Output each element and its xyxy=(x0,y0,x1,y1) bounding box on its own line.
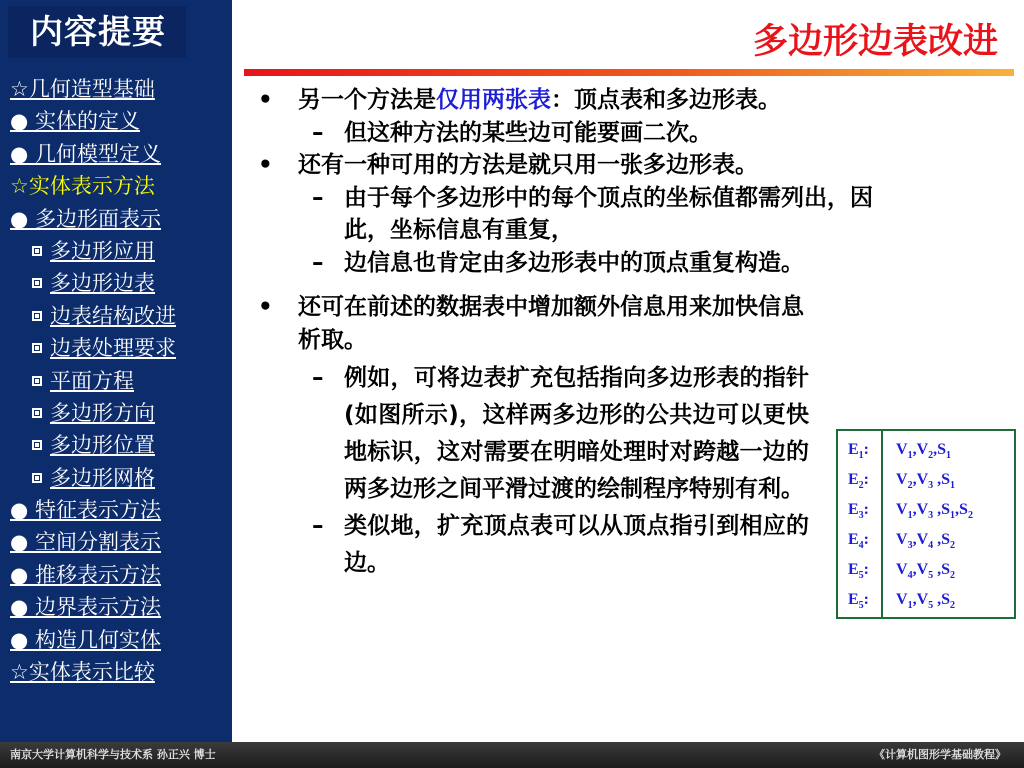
sidebar-item-label: 多边形应用 xyxy=(50,238,155,263)
edge-name: $E_2$: xyxy=(848,471,869,492)
edge-vertices: $V_4,V_5$ $,S_2$ xyxy=(896,561,956,582)
edge-table-row xyxy=(838,585,1014,615)
edge-name: $E_5$: xyxy=(848,591,869,612)
edge-table-row xyxy=(838,495,1014,525)
sidebar-item-label: 多边形网格 xyxy=(50,465,155,490)
edge-vertices: $V_3,V_4$ $,S_2$ xyxy=(896,531,956,552)
edge-table-row xyxy=(838,435,1014,465)
sidebar-item-label: ● 构造几何实体 xyxy=(10,627,161,652)
square-bullet-icon xyxy=(32,408,42,418)
sidebar-item[interactable] xyxy=(0,73,232,105)
sidebar-item-label: 边表结构改进 xyxy=(50,303,176,328)
edge-vertices: $V_1,V_5$ $,S_2$ xyxy=(896,591,956,612)
square-bullet-icon xyxy=(32,473,42,483)
sidebar-item[interactable] xyxy=(0,203,232,235)
sidebar-nav xyxy=(0,73,232,688)
sidebar-item[interactable] xyxy=(0,332,232,364)
sidebar-item[interactable] xyxy=(0,656,232,688)
edge-table-row xyxy=(838,465,1014,495)
sidebar-item[interactable] xyxy=(0,624,232,656)
sidebar-item[interactable] xyxy=(0,559,232,591)
sidebar-item[interactable] xyxy=(0,462,232,494)
edge-name: $E_5$: xyxy=(848,561,869,582)
bullet-1-text: 另一个方法是 xyxy=(298,87,436,113)
sidebar-item-label: ● 特征表示方法 xyxy=(10,498,161,523)
sidebar-item[interactable] xyxy=(0,429,232,461)
header-gradient-line xyxy=(244,69,1014,76)
edge-name: $E_3$: xyxy=(848,501,869,522)
bullet-2-sub-2: – 边信息也肯定由多边形表中的顶点重复构造。 xyxy=(250,247,990,280)
edge-table-row xyxy=(838,525,1014,555)
bullet-2: • 还有一种可用的方法是就只用一张多边形表。 xyxy=(250,149,990,182)
sidebar-item[interactable] xyxy=(0,494,232,526)
sidebar-item-label: ☆几何造型基础 xyxy=(10,77,155,101)
edge-table xyxy=(836,429,1016,619)
sidebar-item-label: 多边形方向 xyxy=(50,400,155,425)
bullet-3: • 还可在前述的数据表中增加额外信息用来加快信息析取。 xyxy=(250,291,808,356)
bullet-2-sub-1: – 由于每个多边形中的每个顶点的坐标值都需列出，因此，坐标信息有重复， xyxy=(250,182,904,247)
bullet-1-sub: – 但这种方法的某些边可能要画二次。 xyxy=(250,117,990,150)
sidebar-item-label: 多边形位置 xyxy=(50,433,155,458)
sidebar-item-label: ● 多边形面表示 xyxy=(10,206,161,231)
footer-author: 南京大学计算机科学与技术系 孙正兴 博士 xyxy=(10,748,216,761)
sidebar-item-label: ● 几何模型定义 xyxy=(10,141,161,166)
square-bullet-icon xyxy=(32,376,42,386)
sidebar-item[interactable] xyxy=(0,365,232,397)
slide-title: 多边形边表改进 xyxy=(752,22,998,62)
sidebar-item-label: 平面方程 xyxy=(50,368,134,393)
sidebar-item-label: 边表处理要求 xyxy=(50,336,176,361)
sidebar-item[interactable] xyxy=(0,235,232,267)
sidebar-item-label: ● 空间分割表示 xyxy=(10,530,161,555)
sidebar-item-label: ☆实体表示方法 xyxy=(10,174,155,199)
edge-vertices: $V_1,V_2,S_1$ xyxy=(896,441,952,462)
edge-vertices: $V_2,V_3$ $,S_1$ xyxy=(896,471,956,492)
bullet-3-sub-1: – 例如，可将边表扩充包括指向多边形表的指针(如图所示)，这样两多边形的公共边可以更快地标识，这对需要在明暗处理时对跨越一边的两多边形之间平滑过渡的绘制程序特别有利。 xyxy=(250,360,809,508)
square-bullet-icon xyxy=(32,278,42,288)
sidebar-item-label: 多边形边表 xyxy=(50,271,155,296)
sidebar xyxy=(0,0,232,742)
sidebar-item[interactable] xyxy=(0,267,232,299)
edge-vertices: $V_1,V_3$ $,S_1,S_2$ xyxy=(896,501,973,522)
footer xyxy=(0,742,1024,768)
footer-book: 《计算机图形学基础教程》 xyxy=(874,748,1006,761)
sidebar-item[interactable] xyxy=(0,300,232,332)
edge-table-row xyxy=(838,555,1014,585)
edge-name: $E_4$: xyxy=(848,531,869,552)
bullet-3-sub-2: – 类似地，扩充顶点表可以从顶点指引到相应的边。 xyxy=(250,508,809,582)
sidebar-item[interactable] xyxy=(0,170,232,202)
sidebar-item-label: ☆实体表示比较 xyxy=(10,660,155,685)
edge-name: $E_1$: xyxy=(848,441,869,462)
square-bullet-icon xyxy=(32,440,42,450)
bullet-1-highlight: 仅用两张表 xyxy=(436,87,551,113)
sidebar-item-label: ● 边界表示方法 xyxy=(10,595,161,620)
sidebar-item[interactable] xyxy=(0,397,232,429)
sidebar-item-label: ● 推移表示方法 xyxy=(10,562,161,587)
square-bullet-icon xyxy=(32,246,42,256)
sidebar-title: 内容提要 xyxy=(8,6,186,58)
square-bullet-icon xyxy=(32,343,42,353)
sidebar-item-label: ● 实体的定义 xyxy=(10,109,140,134)
sidebar-item[interactable] xyxy=(0,526,232,558)
sidebar-item[interactable] xyxy=(0,138,232,170)
bullet-1 xyxy=(250,84,990,117)
bullet-1-text-end: ：顶点表和多边形表。 xyxy=(551,87,781,113)
sidebar-item[interactable] xyxy=(0,591,232,623)
sidebar-item[interactable] xyxy=(0,105,232,137)
square-bullet-icon xyxy=(32,311,42,321)
